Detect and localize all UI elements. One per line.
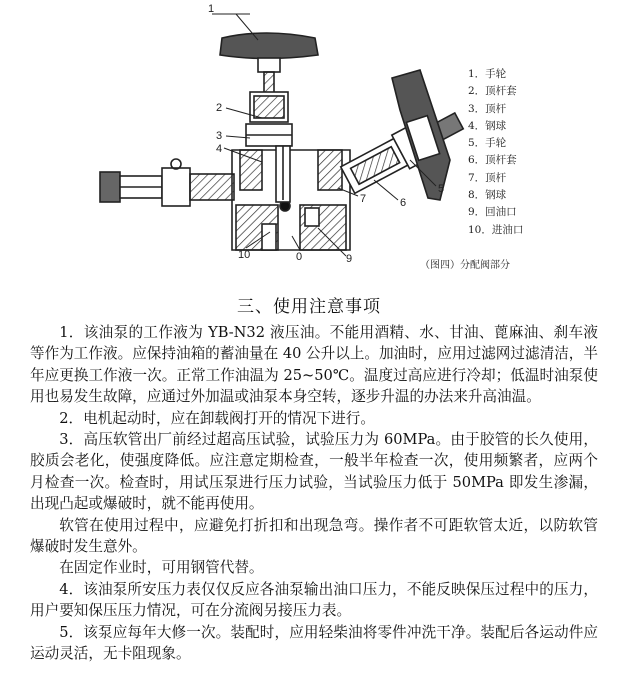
paragraph-1: 1．该油泵的工作液为 YB-N32 液压油。不能用酒精、水、甘油、蓖麻油、刹车液等作为工作液。应保持油箱的蓄油量在 40 公升以上。加油时，应用过滤网过滤清洁，半年应更换工作液一次。正常工作油温为 25~50℃。温度过高应进行冷却；低温时油泵使用也易发生故障，应通过外加温或油泵本身空转，逐步升温的办法来升高油温。	[30, 324, 598, 406]
paragraph-4: 软管在使用过程中，应避免打折扣和出现急弯。操作者不可距软管太近，以防软管爆破时发生意外。	[30, 516, 598, 556]
legend-item: 4．钢球	[468, 119, 507, 132]
legend-item: 7．顶杆	[468, 171, 507, 184]
section-title: 三、使用注意事项	[237, 297, 381, 317]
instructions-body	[30, 322, 598, 665]
paragraph-5: 在固定作业时，可用钢管代替。	[59, 559, 264, 577]
valve-diagram	[0, 0, 618, 290]
callout-6: 6	[400, 197, 407, 209]
callout-5: 5	[438, 183, 445, 195]
legend-item: 9．回油口	[468, 206, 517, 219]
parts-legend	[468, 66, 608, 239]
callout-3: 3	[216, 130, 223, 142]
callout-7: 7	[360, 193, 367, 205]
paragraph-7: 5．该泵应每年大修一次。装配时，应用轻柴油将零件冲洗干净。装配后各运动件应运动灵活，无卡阻现象。	[30, 623, 598, 663]
callout-1: 1	[208, 3, 215, 15]
legend-item: 2．顶杆套	[468, 85, 517, 98]
figure-caption: （图四）分配阀部分	[420, 260, 510, 271]
paragraph-3: 3．高压软管出厂前经过超高压试验，试验压力为 60MPa。由于胶管的长久使用，胶质会老化，使强度降低。应注意定期检查，一般半年检查一次，使用频繁者，应两个月检查一次。检查时，用试压泵进行压力试验，当试验压力低于 50MPa 即发生渗漏，出现凸起或爆破时，就不能再使用。	[30, 431, 598, 513]
legend-item: 1．手轮	[468, 68, 507, 80]
legend-item: 8．钢球	[468, 189, 507, 202]
callout-0: 0	[296, 251, 303, 263]
legend-item: 10．进油口	[468, 223, 524, 236]
paragraph-2: 2．电机起动时，应在卸载阀打开的情况下进行。	[59, 409, 375, 427]
paragraph-6: 4．该油泵所安压力表仅仅反应各油泵输出油口压力，不能反映保压过程中的压力，用户要知保压压力情况，可在分流阀另接压力表。	[30, 580, 598, 620]
legend-item: 3．顶杆	[468, 102, 507, 115]
callout-10: 10	[238, 249, 251, 261]
legend-item: 5．手轮	[468, 137, 507, 150]
callout-4: 4	[216, 143, 223, 155]
callout-2: 2	[216, 102, 223, 114]
legend-item: 6．顶杆套	[468, 154, 517, 167]
callout-9: 9	[346, 253, 353, 265]
